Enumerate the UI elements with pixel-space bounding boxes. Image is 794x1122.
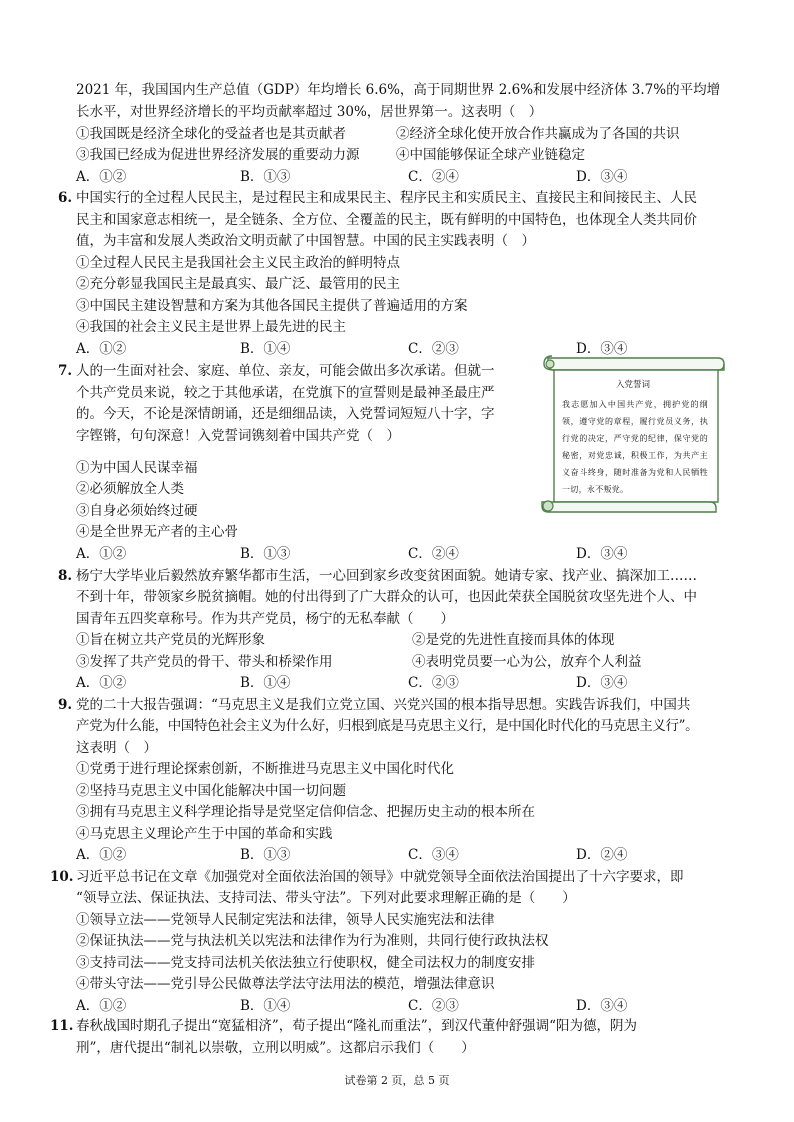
q8-stem-line-2: 不到十年，带领家乡脱贫摘帽。她的付出得到了广大群众的认可，也因此荣获全国脱贫攻坚先进个人、中: [76, 589, 697, 606]
q6-option-3: ③中国民主建设智慧和方案为其他各国民主提供了普遍适用的方案: [76, 297, 468, 314]
q7-number: 7.: [58, 362, 73, 379]
q10-choice-a: A．①②: [76, 997, 127, 1014]
q5-option-2: ②经济全球化使开放合作共赢成为了各国的共识: [396, 125, 680, 142]
q6-option-1: ①全过程人民民主是我国社会主义民主政治的鲜明特点: [76, 254, 400, 271]
q5-option-3: ③我国已经成为促进世界经济发展的重要动力源: [76, 146, 360, 163]
q6-number: 6.: [58, 189, 73, 206]
q10-option-3: ③支持司法——党支持司法机关依法独立行使职权，健全司法权力的制度安排: [76, 954, 535, 971]
q6-choice-c: C．②③: [408, 340, 459, 357]
q10-choice-c: C．②③: [408, 997, 459, 1014]
q7-stem-line-1: 人的一生面对社会、家庭、单位、亲友，可能会做出多次承诺。但就一: [76, 362, 495, 379]
page-footer: 试卷第 2 页，总 5 页: [344, 1074, 450, 1087]
q8-option-3: ③发挥了共产党员的骨干、带头和桥梁作用: [76, 654, 333, 671]
q8-choice-d: D．③④: [576, 675, 628, 692]
q7-stem-line-4: 字铿锵，句句深意！入党誓词镌刻着中国共产党（ ）: [76, 427, 400, 444]
q8-choice-c: C．②③: [408, 675, 459, 692]
q6-stem-line-2: 民主和国家意志相统一，是全链条、全方位、全覆盖的民主，既有鲜明的中国特色，也体现全人类共同价: [76, 211, 697, 228]
q5-stem-line-1: 2021 年，我国国内生产总值（GDP）年均增长 6.6%，高于同期世界 2.6%和发展中经济体 3.7%的平均增: [76, 82, 721, 98]
q7-choice-b: B．①③: [240, 546, 291, 563]
q11-stem-line-1: 春秋战国时期孔子提出“宽猛相济”，荀子提出“隆礼而重法”，到汉代董仲舒强调“阳为德，阴为: [76, 1018, 638, 1034]
q6-stem-line-1: 中国实行的全过程人民民主，是过程民主和成果民主、程序民主和实质民主、直接民主和间接民主、人民: [76, 189, 697, 206]
q9-option-2: ②坚持马克思主义中国化能解决中国一切问题: [76, 782, 346, 799]
q9-choice-b: B．①③: [240, 846, 291, 863]
q10-choice-d: D．③④: [576, 997, 628, 1014]
q7-stem-line-3: 的。今天，不论是深情朗诵，还是细细品读，入党誓词短短八十字，字: [76, 405, 495, 422]
q6-stem-line-3: 值，为丰富和发展人类政治文明贡献了中国智慧。中国的民主实践表明（ ）: [76, 232, 535, 249]
q10-number: 10.: [50, 868, 74, 885]
q10-option-2: ②保证执法——党与执法机关以宪法和法律作为行为准则，共同行使行政执法权: [76, 932, 549, 949]
oath-title: 入党誓词: [615, 380, 650, 391]
q7-choice-a: A．①②: [76, 546, 127, 563]
q6-option-4: ④我国的社会主义民主是世界上最先进的民主: [76, 318, 346, 335]
q8-option-1: ①旨在树立共产党员的光辉形象: [76, 632, 265, 649]
q9-number: 9.: [58, 697, 73, 714]
q11-number: 11.: [50, 1018, 74, 1034]
q9-option-4: ④马克思主义理论产生于中国的革命和实践: [76, 825, 333, 842]
q5-choice-d: D．③④: [576, 168, 628, 185]
q9-option-1: ①党勇于进行理论探索创新，不断推进马克思主义中国化时代化: [76, 761, 454, 777]
q5-choice-b: B．①③: [240, 168, 291, 185]
q8-stem-line-3: 国青年五四奖章称号。作为共产党员，杨宁的无私奉献（ ）: [76, 611, 454, 628]
q10-option-4: ④带头守法——党引导公民做尊法学法守法用法的模范，增强法律意识: [76, 975, 495, 992]
q7-option-3: ③自身必须始终过硬: [76, 503, 198, 520]
q7-choice-d: D．③④: [576, 546, 628, 563]
q9-choice-a: A．①②: [76, 846, 127, 863]
q6-option-2: ②充分彰显我国民主是最真实、最广泛、最管用的民主: [76, 275, 400, 292]
q6-choice-a: A．①②: [76, 340, 127, 357]
q9-choice-d: D．②④: [576, 846, 628, 863]
q9-stem-line-3: 这表明（ ）: [76, 739, 157, 756]
q9-stem-line-1: 党的二十大报告强调：“马克思主义是我们立党立国、兴党兴国的根本指导思想。实践告诉我们，中国共: [76, 697, 691, 714]
q10-stem-line-2: “领导立法、保证执法、支持司法、带头守法”。下列对此要求理解正确的是（ ）: [76, 889, 576, 906]
q7-choice-c: C．②④: [408, 546, 459, 563]
q6-choice-d: D．③④: [576, 340, 628, 357]
q5-choice-c: C．②④: [408, 168, 459, 185]
q5-stem-line-2: 长水平，对世界经济增长的平均贡献率超过 30%，居世界第一。这表明（ ）: [76, 103, 543, 120]
q5-option-4: ④中国能够保证全球产业链稳定: [396, 146, 585, 163]
q9-stem-line-2: 产党为什么能，中国特色社会主义为什么好，归根到底是马克思主义行，是中国化时代化的马克思主义行”。: [76, 718, 699, 735]
q7-stem-line-2: 个共产党员来说，较之于其他承诺，在党旗下的宣誓则是最神圣最庄严: [76, 384, 495, 401]
q5-option-1: ①我国既是经济全球化的受益者也是其贡献者: [76, 125, 346, 142]
q5-choice-a: A．①②: [76, 168, 127, 185]
q8-stem-line-1: 杨宁大学毕业后毅然放弃繁华都市生活，一心回到家乡改变贫困面貌。她请专家、找产业、搞深加工……: [76, 568, 697, 585]
q8-choice-a: A．①②: [76, 675, 127, 692]
oath-scroll-figure: [540, 352, 726, 514]
q7-option-2: ②必须解放全人类: [76, 481, 184, 498]
q10-stem-line-1: 习近平总书记在文章《加强党对全面依法治国的领导》中就党领导全面依法治国提出了十六字要求，即: [76, 868, 684, 885]
q7-option-1: ①为中国人民谋幸福: [76, 460, 198, 477]
q8-option-4: ④表明党员要一心为公，放弃个人利益: [412, 654, 642, 671]
q8-number: 8.: [58, 568, 73, 585]
q10-option-1: ①领导立法——党领导人民制定宪法和法律，领导人民实施宪法和法律: [76, 911, 495, 928]
q7-option-4: ④是全世界无产者的主心骨: [76, 524, 238, 541]
q9-choice-c: C．③④: [408, 846, 459, 863]
q8-choice-b: B．①④: [240, 675, 291, 692]
q9-option-3: ③拥有马克思主义科学理论指导是党坚定信仰信念、把握历史主动的根本所在: [76, 803, 535, 820]
q11-stem-line-2: 刑”，唐代提出“制礼以崇敬，立刑以明威”。这都启示我们（ ）: [76, 1040, 475, 1056]
oath-text: 我志愿加入中国共产党，拥护党的纲领，遵守党的章程，履行党员义务，执行党的决定，严守党的纪律，保守党的秘密，对党忠诚，积极工作，为共产主义奋斗终身，随时准备为党和人民牺牲一切，永不叛党。: [562, 400, 708, 495]
q8-option-2: ②是党的先进性直接而具体的体现: [412, 632, 615, 649]
q10-choice-b: B．①④: [240, 997, 291, 1014]
q6-choice-b: B．①④: [240, 340, 291, 357]
